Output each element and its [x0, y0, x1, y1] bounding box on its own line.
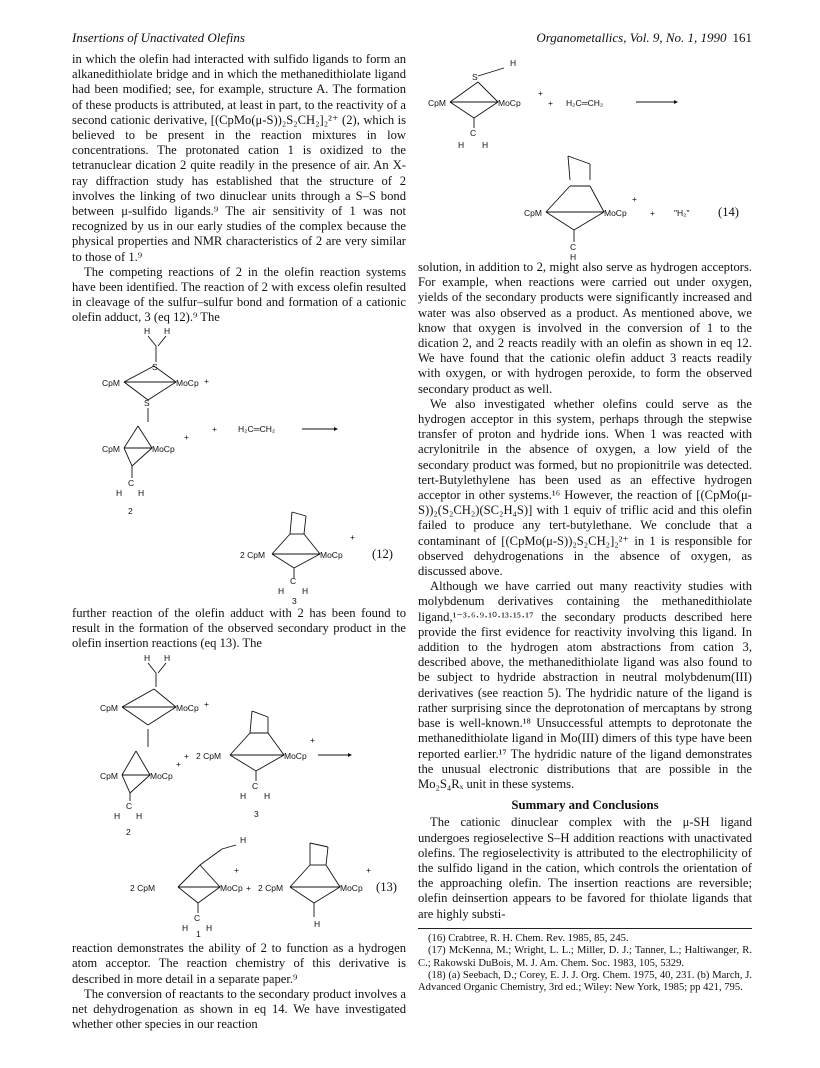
equation-13-scheme: [72, 651, 406, 941]
section-heading: Summary and Conclusions: [511, 798, 659, 813]
s-atom: S: [144, 397, 150, 408]
c-atom: C: [290, 575, 297, 586]
plus-sign: +: [212, 423, 217, 434]
ethylene-formula: H₂C═CH₂: [566, 98, 604, 108]
cpm-label: CpM: [524, 208, 542, 218]
mocp-label: MoCp: [498, 98, 521, 108]
left-column: [72, 52, 406, 1032]
cpm-label: CpM: [100, 703, 118, 714]
h-atom: H: [240, 835, 247, 846]
header-title: Insertions of Unactivated Olefins: [72, 30, 245, 45]
h-atom: H: [114, 811, 121, 822]
equation-number: (14): [718, 205, 739, 219]
h-atom: H: [570, 252, 577, 260]
s-atom: S: [152, 361, 158, 372]
paragraph: We also investigated whether olefins could serve as the hydrogen acceptor in this system, perhaps through the stepwise transfer of proton and hydride ions. When 1 was reacted with acrylonitrile in the absence of oxygen, a low yield of the secondary product was formed, but no propionitrile was detected. tert-Butylethylene has been used as an effective hydrogen acceptor in other systems.¹⁶ However, the reaction of [(CpMo(μ-S))₂(S₂CH₂)(SC₂H₄S)] with 1 equiv of triflic acid and this olefin failed to produce any tert-butylethane. We conclude that a contaminant of [(CpMo(μ-S))₂S₂CH₂]₂²⁺ in 1 is responsible for observed dehydrogenations in the absence of oxygen, as discussed above.: [418, 396, 752, 579]
equation-13-drawing: [72, 651, 406, 941]
h-atom: H: [240, 791, 247, 802]
mocp-label: MoCp: [340, 883, 363, 894]
paragraph: reaction demonstrates the ability of 2 to function as a hydrogen atom acceptor. The reaction chemistry of this derivative is described in more detail in a separate paper.⁹: [72, 941, 406, 986]
c-atom: C: [128, 477, 135, 488]
c-atom: C: [126, 801, 133, 812]
c-atom: C: [252, 781, 259, 792]
charge-plus: +: [538, 88, 543, 98]
paragraph: The competing reactions of 2 in the olefin reaction systems have been identified. The reaction of 2 with excess olefin resulted in cleavage of the sulfur–sulfur bond and formation of a cationic olefin adduct, 3 (eq 12).⁹ The: [72, 264, 406, 325]
h-atom: H: [164, 653, 171, 664]
reference-18: (18) (a) Seebach, D.; Corey, E. J. J. Org. Chem. 1975, 40, 231. (b) March, J. Advanced Organic Chemistry, 3rd ed.; Wiley: New York, 1985; pp 421, 795.: [418, 969, 752, 994]
h-atom: H: [182, 923, 189, 934]
charge-plus: +: [234, 865, 239, 876]
paragraph: in which the olefin had interacted with sulfido ligands to form an alkanedithiolate bridge and in which the methanedithiolate ligand had been modified; see, for example, structure A. The formation of these products is attributed, at least in part, to the reactivity of a second cationic derivative, [(CpMo(μ-S))₂S₂CH₂]₂²⁺ (2), which is believed to be present in the reaction mixtures in low concentrations. The protonated cation 1 is oxidized to the tetranuclear dication 2 quite readily in the presence of air. An X-ray diffraction study has established that the structure of 2 involves the linking of two dinuclear units through a S–S bond between μ-sulfido ligands.⁹ The air sensitivity of 1 was not recognized by us in our early studies of the complex because the physical properties and NMR characteristics of 2 are very similar to those of 1.⁹: [72, 52, 406, 264]
product-coefficient: 2 CpM: [258, 883, 284, 894]
h-atom: H: [116, 487, 123, 498]
equation-12-scheme: [72, 326, 406, 606]
plus-sign: +: [650, 208, 655, 218]
equation-12-drawing: [72, 326, 406, 606]
compound-2-label: 2: [126, 827, 131, 838]
charge-plus: +: [176, 759, 181, 770]
h-atom: H: [136, 811, 143, 822]
h-atom: H: [206, 923, 213, 934]
h-atom: H: [278, 585, 285, 596]
paragraph: Although we have carried out many reactivity studies with molybdenum derivatives containing the methanedithiolate ligand,¹⁻³·⁶·⁹·¹⁰·¹³·¹⁵·¹⁷ the secondary products described here provide the first evidence for reactivity involving this ligand. In addition to the hydrogen atom abstractions from cation 3, described above, the methanedithiolate ligand was also found to be subject to hydride abstraction in neutral molybdenum(III) derivatives (see reaction 5). The hydridic nature of the ligand is rather surprising since the deprotonation of mercaptans by strong base is well-known.¹⁸ Unsuccessful attempts to deprotonate the methanedithiolate ligand in Mo(III) dimers of this type have been reported earlier.¹⁷ The hydridic nature of the ligand demonstrates the unusual electronic distributions that are possible in the Mo₂S₄Rₓ unit in these systems.: [418, 579, 752, 791]
charge-plus: +: [184, 431, 189, 442]
paragraph: further reaction of the olefin adduct with 2 has been found to result in the formation of the observed secondary product in the olefin insertion reactions (eq 13). The: [72, 605, 406, 651]
h-atom: H: [144, 653, 151, 664]
reactant-coefficient: 2 CpM: [196, 751, 222, 762]
compound-3-label: 3: [292, 595, 297, 606]
cpm-label: CpM: [428, 98, 446, 108]
cpm-label: CpM: [100, 771, 118, 782]
c-atom: C: [570, 242, 577, 252]
equation-14-drawing: [418, 52, 752, 260]
s-atom: S: [472, 72, 478, 82]
mocp-label: MoCp: [176, 703, 199, 714]
h-atom: H: [510, 58, 517, 68]
compound-1-label: 1: [196, 929, 201, 940]
header-journal-text: Organometallics, Vol. 9, No. 1, 1990: [536, 30, 727, 45]
paragraph: The cationic dinuclear complex with the μ-SH ligand undergoes regioselective S–H addition reactions with unactivated olefins. The regioselectivity is attributed to the electrophilicity of the sulfido ligand in the cation, which controls the orientation of the approaching olefin. The insertion reactions are reversible; olefin deinsertion appears to be favored for thiolate ligands that are highly substi-: [418, 815, 752, 921]
cpm-label: CpM: [102, 443, 120, 454]
paragraph: solution, in addition to 2, might also serve as hydrogen acceptors. For example, when reactions were carried out under oxygen, yields of the secondary products were significantly increased and water was also observed as a product. As mentioned above, we know that oxygen is involved in the conversion of 1 to the dication 2, and 2 reacts readily with an olefin as shown in eq 12. We have found that the cationic olefin adduct 3 reacts readily with oxygen, or with hydrogen peroxide, to form the observed secondary product as well.: [418, 260, 752, 396]
mocp-label: MoCp: [320, 549, 343, 560]
running-header: [72, 30, 752, 48]
plus-sign: +: [246, 883, 251, 894]
paragraph: The conversion of reactants to the secondary product involves a net dehydrogenation as shown in eq 14. We have investigated whether other species in our reaction: [72, 986, 406, 1032]
charge-plus: +: [350, 531, 355, 542]
equation-number: (12): [372, 546, 393, 561]
charge-plus: +: [204, 699, 209, 710]
mocp-label: MoCp: [604, 208, 627, 218]
h-atom: H: [314, 919, 321, 930]
c-atom: C: [194, 913, 201, 924]
h-atom: H: [302, 585, 309, 596]
references: [418, 928, 752, 995]
cpm-label: CpM: [102, 377, 120, 388]
charge-plus: +: [632, 194, 637, 204]
charge-plus: +: [204, 375, 209, 386]
h-atom: H: [458, 140, 465, 150]
charge-plus: +: [310, 735, 315, 746]
plus-sign: +: [184, 751, 189, 762]
equation-14-scheme: [418, 52, 752, 260]
h-atom: H: [138, 487, 145, 498]
product-coefficient: 2 CpM: [130, 883, 156, 894]
right-column: [418, 52, 752, 995]
h-atom: H: [144, 325, 151, 336]
mocp-label: MoCp: [150, 771, 173, 782]
reference-17: (17) McKenna, M.; Wright, L. L.; Miller, D. J.; Tanner, L.; Haltiwanger, R. C.; Rakowski DuBois, M. J. Am. Chem. Soc. 1983, 105, 5329.: [418, 945, 752, 969]
mocp-label: MoCp: [284, 751, 307, 762]
header-journal: [536, 30, 752, 46]
mocp-label: MoCp: [152, 443, 175, 454]
compound-3-label: 3: [254, 809, 259, 820]
c-atom: C: [470, 128, 477, 138]
product-coefficient: 2 CpM: [240, 549, 266, 560]
ethylene-formula: H₂C═CH₂: [238, 423, 276, 434]
plus-sign: +: [548, 98, 553, 108]
hydrogen-formula: "H₂": [674, 208, 690, 218]
mocp-label: MoCp: [176, 377, 199, 388]
equation-number: (13): [376, 880, 397, 895]
h-atom: H: [482, 140, 489, 150]
compound-2-label: 2: [128, 505, 133, 516]
h-atom: H: [264, 791, 271, 802]
mocp-label: MoCp: [220, 883, 243, 894]
charge-plus: +: [366, 865, 371, 876]
reference-16: (16) Crabtree, R. H. Chem. Rev. 1985, 85, 245.: [428, 932, 629, 944]
h-atom: H: [164, 325, 171, 336]
page-number: 161: [732, 30, 752, 45]
